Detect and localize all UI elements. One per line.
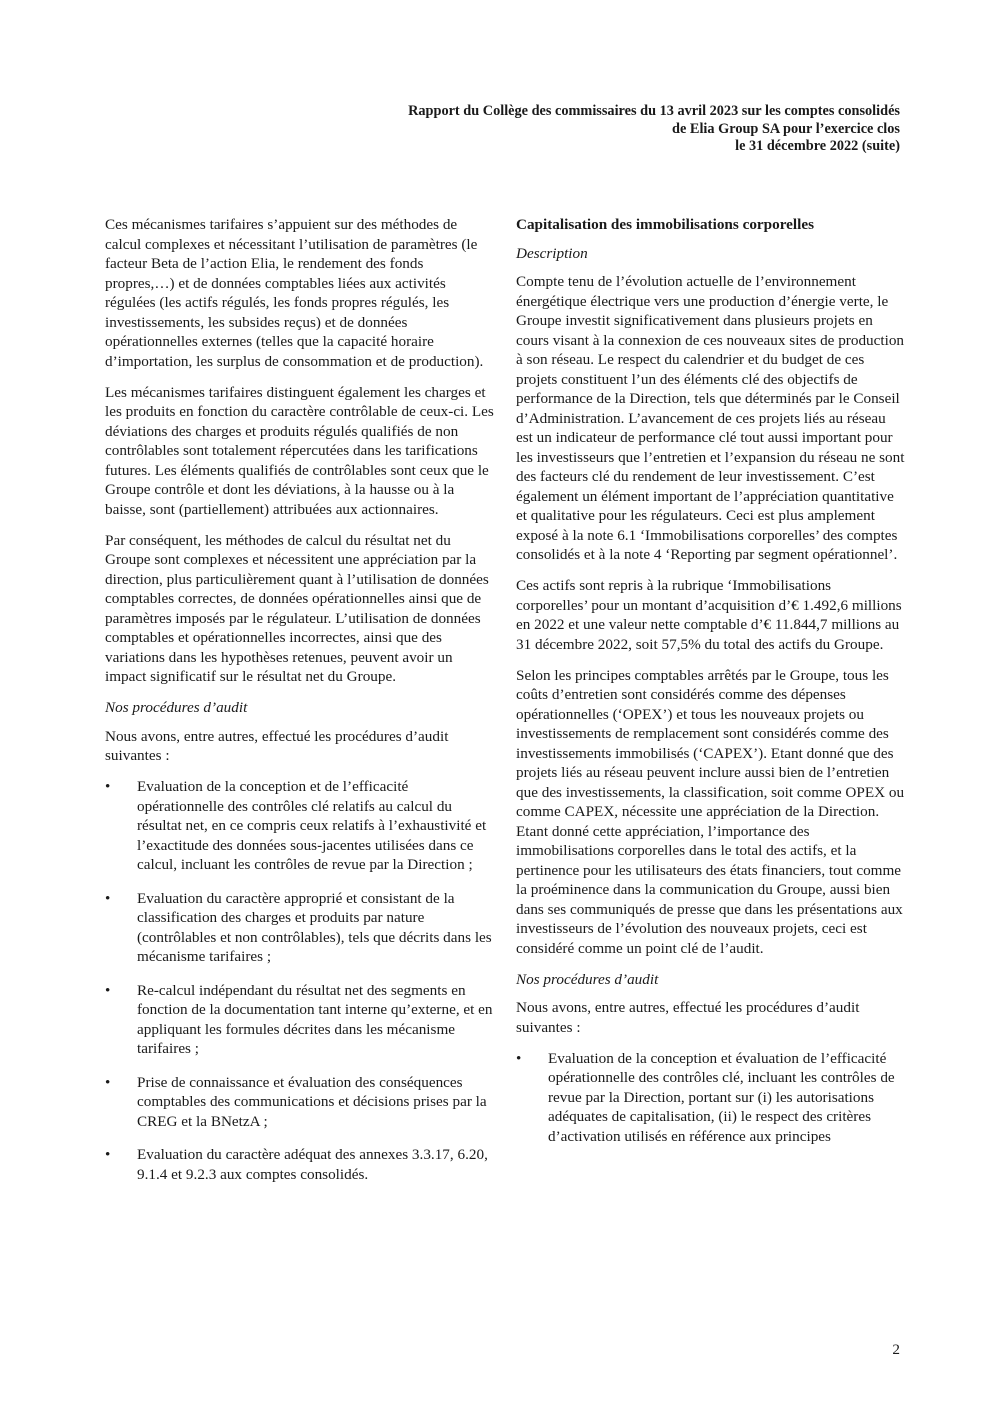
list-item: • Evaluation du caractère adéquat des annexes 3.3.17, 6.20, 9.1.4 et 9.2.3 aux comptes consolidés. <box>105 1145 495 1184</box>
left-column <box>105 215 495 1198</box>
list-item: • Evaluation de la conception et évaluation de l’efficacité opérationnelle des contrôles clé, incluant les contrôles de revue par la Direction, portant sur (i) les autorisations adéquates de capitalisation, (ii) le respect des critères d’activation utilisés en référence aux principes <box>516 1049 906 1147</box>
procedures-list <box>516 1049 906 1147</box>
report-header <box>340 103 900 156</box>
paragraph: Les mécanismes tarifaires distinguent également les charges et les produits en fonction du caractère contrôlable de ceux-ci. Les déviations des charges et produits régulés qualifiés de non contrôlables sont totalement répercutées dans les tarifications futures. Les éléments qualifiés de contrôlables sont ceux que le Groupe contrôle et dont les déviations, à la hausse ou à la baisse, sont (partiellement) attribuées aux actionnaires. <box>105 383 494 518</box>
procedures-list <box>105 777 495 1184</box>
page-number: 2 <box>892 1341 900 1358</box>
header-line-3: le 31 décembre 2022 (suite) <box>735 138 900 154</box>
list-item: • Prise de connaissance et évaluation des conséquences comptables des communications et décisions prises par la CREG et la BNetzA ; <box>105 1073 495 1132</box>
list-item: • Re-calcul indépendant du résultat net des segments en fonction de la documentation tant interne qu’externe, et en appliquant les formules décrites dans les mécanisme tarifaires ; <box>105 981 495 1059</box>
list-item: • Evaluation du caractère approprié et consistant de la classification des charges et produits par nature (contrôlables et non contrôlables), tels que décrits dans les mécanisme tarifaires ; <box>105 889 495 967</box>
header-line-1: Rapport du Collège des commissaires du 13 avril 2023 sur les comptes consolidés <box>408 103 900 119</box>
paragraph: Ces actifs sont repris à la rubrique ‘Immobilisations corporelles’ pour un montant d’acquisition d’€ 1.492,6 millions en 2022 et une valeur nette comptable d’€ 11.844,7 millions au 31 décembre 2022, soit 57,5% du total des actifs du Groupe. <box>516 577 902 653</box>
procedures-intro: Nous avons, entre autres, effectué les procédures d’audit suivantes : <box>516 999 860 1036</box>
paragraph: Compte tenu de l’évolution actuelle de l’environnement énergétique électrique vers une production d’énergie verte, le Groupe investit significativement dans plusieurs projets en cours visant à la connexion de ces nouveaux sites de production à son réseau. Le respect du calendrier et du budget de ces projets constituent l’un des éléments clé des objectifs de performance de la Direction, tels que déterminés par le Conseil d’Administration. L’avancement de ces projets liés au réseau est un indicateur de performance clé tout aussi important pour les investisseurs que l’entretien et l’expansion du réseau ne sont des facteurs clé du rendement de leur investissement. C’est également un élément important de l’appréciation quantitative et qualitative pour les régulateurs. Ceci est plus amplement exposé à la note 6.1 ‘Immobilisations corporelles’ des comptes consolidés et à la note 4 ‘Reporting par segment opérationnel’. <box>516 273 905 563</box>
paragraph: Par conséquent, les méthodes de calcul du résultat net du Groupe sont complexes et nécessitent une appréciation par la direction, plus particulièrement quant à l’utilisation de données comptables correctes, de données opérationnelles ainsi que de paramètres imposés par le régulateur. L’utilisation de données comptables et opérationnelles incorrectes, ainsi que des variations dans les hypothèses retenues, peuvent avoir un impact significatif sur le résultat net du Groupe. <box>105 531 489 685</box>
procedures-intro: Nous avons, entre autres, effectué les procédures d’audit suivantes : <box>105 727 449 764</box>
description-heading: Description <box>516 244 588 262</box>
header-line-2: de Elia Group SA pour l’exercice clos <box>672 120 900 137</box>
paragraph: Ces mécanismes tarifaires s’appuient sur des méthodes de calcul complexes et nécessitant l’utilisation de paramètres (le facteur Beta de l’action Elia, le rendement des fonds propres,…) et de données comptables liées aux activités régulées (les actifs régulés, les fonds propres régulés, les investissements, les subsides reçus) et de données opérationnelles externes (telles que la capacité horaire d’importation, les surplus de consommation et de production). <box>105 216 484 370</box>
right-column <box>516 215 906 1160</box>
section-title: Capitalisation des immobilisations corporelles <box>516 216 814 233</box>
list-item: • Evaluation de la conception et de l’efficacité opérationnelle des contrôles clé relatifs au calcul du résultat net, en ce compris ceux relatifs à l’exhaustivité et l’exactitude des données sous-jacentes utilisées dans ce calcul, incluant les contrôles de revue par la Direction ; <box>105 777 495 875</box>
procedures-heading: Nos procédures d’audit <box>105 699 248 716</box>
procedures-heading: Nos procédures d’audit <box>516 970 659 988</box>
paragraph: Selon les principes comptables arrêtés par le Groupe, tous les coûts d’entretien sont considérés comme des dépenses opérationnelles (‘OPEX’) et tous les nouveaux projets ou investissements de remplacement sont considérés comme des investissements immobilisés (‘CAPEX’). Etant donné que des projets liés au réseau peuvent inclure aussi bien de l’entretien que des investissements, la classification, soit comme OPEX ou comme CAPEX, nécessite une appréciation de la Direction. Etant donné cette appréciation, l’importance des immobilisations corporelles dans le total des actifs, et la pertinence pour les utilisateurs des états financiers, tout comme la proéminence dans la communication du Groupe, aussi bien dans ses communiqués de presse que dans les présentations aux investisseurs de l’évolution des nouveaux projets, ceci est considéré comme un point clé de l’audit. <box>516 666 905 957</box>
